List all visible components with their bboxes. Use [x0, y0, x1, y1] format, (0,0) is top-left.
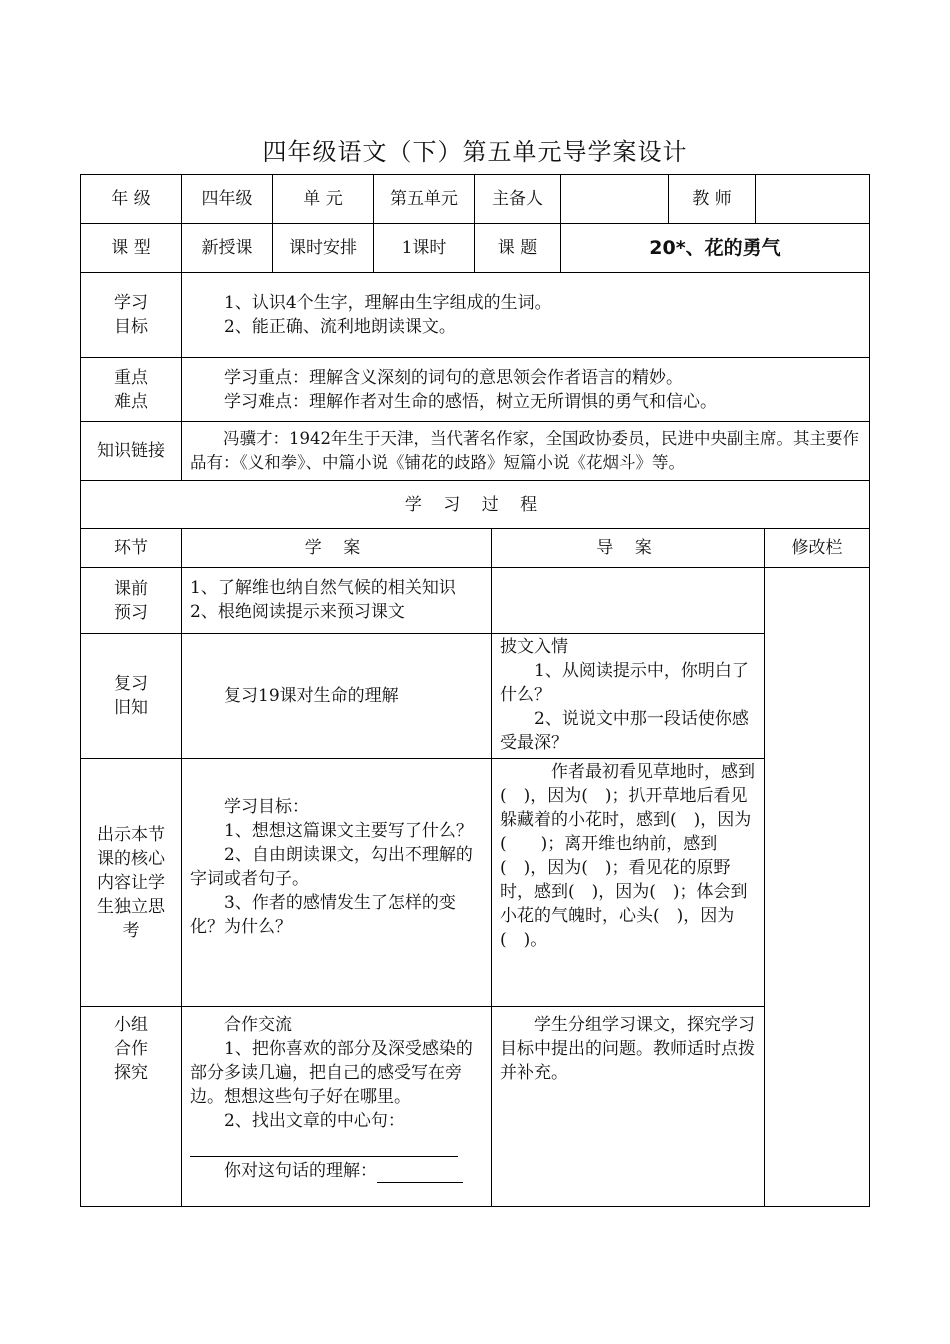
key-point: 学习重点：理解含义深刻的词句的意思领会作者语言的精妙。 — [224, 368, 683, 388]
topic-label: 课 题 — [474, 223, 561, 273]
preview-study — [181, 567, 492, 634]
group-study-title: 合作交流 — [224, 1015, 292, 1035]
key-points-label-line-2: 难点 — [114, 391, 148, 412]
grade-value: 四年级 — [181, 174, 273, 224]
goal-item-1: 1、认识4个生字，理解由生字组成的生词。 — [224, 293, 552, 313]
schedule-label: 课时安排 — [272, 223, 374, 273]
group-label — [80, 1006, 182, 1207]
review-study — [181, 633, 492, 759]
knowledge-label: 知识链接 — [80, 421, 182, 481]
type-value: 新授课 — [181, 223, 273, 273]
preparer-value[interactable] — [560, 174, 669, 224]
key-points-content — [181, 357, 870, 422]
review-label — [80, 633, 182, 759]
knowledge-text: 冯骥才：1942年生于天津，当代著名作家，全国政协委员，民进中央副主席。其主要作品有：《义和拳》、中篇小说《铺花的歧路》短篇小说《花烟斗》等。 — [190, 429, 859, 472]
core-label: 出示本节课的核心内容让学生独立思考 — [80, 758, 182, 1007]
group-study-item-3: 你对这句话的理解： — [224, 1161, 377, 1181]
group-study-item-1: 1、把你喜欢的部分及深受感染的部分多读几遍，把自己的感受写在旁边。想想这些句子好在哪里。 — [190, 1039, 473, 1107]
group-label-line-2: 合作 — [114, 1039, 148, 1059]
teacher-value[interactable] — [755, 174, 870, 224]
column-study: 学 案 — [181, 528, 492, 568]
preview-study-item-2: 2、根绝阅读提示来预习课文 — [190, 602, 405, 622]
review-guide-item-2: 2、说说文中那一段话使你感受最深？ — [500, 709, 749, 753]
preview-label-line-1: 课前 — [114, 578, 148, 599]
knowledge-content — [181, 421, 870, 481]
review-study-text: 复习19课对生命的理解 — [224, 686, 399, 706]
column-guide: 导 案 — [491, 528, 765, 568]
group-guide-text: 学生分组学习课文，探究学习目标中提出的问题。教师适时点拨并补充。 — [500, 1015, 755, 1083]
preparer-label: 主备人 — [474, 174, 561, 224]
group-label-line-3: 探究 — [114, 1063, 148, 1083]
difficult-point: 学习难点：理解作者对生命的感悟，树立无所谓惧的勇气和信心。 — [224, 392, 717, 412]
core-study-item-1: 1、想想这篇课文主要写了什么？ — [224, 821, 473, 841]
revision-area[interactable] — [764, 567, 870, 1207]
unit-label: 单 元 — [272, 174, 374, 224]
column-stage: 环节 — [80, 528, 182, 568]
preview-study-item-1: 1、了解维也纳自然气候的相关知识 — [190, 578, 456, 598]
goal-item-2: 2、能正确、流利地朗读课文。 — [224, 317, 456, 337]
group-label-line-1: 小组 — [114, 1015, 148, 1035]
goals-label — [80, 272, 182, 358]
column-revise: 修改栏 — [764, 528, 870, 568]
group-guide — [491, 1006, 765, 1207]
review-label-line-1: 复习 — [114, 674, 148, 694]
key-points-label — [80, 357, 182, 422]
type-label: 课 型 — [80, 223, 182, 273]
understanding-blank-2[interactable] — [190, 1192, 478, 1207]
process-heading: 学 习 过 程 — [80, 480, 870, 529]
unit-value: 第五单元 — [373, 174, 475, 224]
key-points-label-line-1: 重点 — [114, 367, 148, 388]
preview-label-line-2: 预习 — [114, 602, 148, 623]
teacher-label: 教 师 — [668, 174, 756, 224]
review-guide-title: 披文入情 — [500, 637, 568, 657]
core-study-title: 学习目标： — [224, 797, 309, 817]
goals-content — [181, 272, 870, 358]
core-guide-text: 作者最初看见草地时，感到( )，因为( )；扒开草地后看见躲藏着的小花时，感到( )，因为( )；离开维也纳前，感到( )，因为( )；看见花的原野时，感到( )，因为( )；体会到小花的气魄时，心头( )，因为( )。 — [500, 762, 755, 950]
center-sentence-blank[interactable] — [190, 1142, 458, 1157]
core-guide — [491, 758, 765, 1007]
core-study-item-3: 3、作者的感情发生了怎样的变化？为什么？ — [190, 893, 456, 937]
core-study-item-2: 2、自由朗读课文，勾出不理解的字词或者句子。 — [190, 845, 473, 889]
page-title: 四年级语文（下）第五单元导学案设计 — [262, 138, 688, 166]
review-label-line-2: 旧知 — [114, 698, 148, 718]
grade-label: 年 级 — [80, 174, 182, 224]
preview-label — [80, 567, 182, 634]
review-guide — [491, 633, 765, 759]
preview-guide — [491, 567, 765, 634]
understanding-blank-1[interactable] — [377, 1164, 463, 1183]
goals-label-line-2: 目标 — [114, 317, 148, 337]
review-guide-item-1: 1、从阅读提示中，你明白了什么？ — [500, 661, 749, 705]
group-study — [181, 1006, 492, 1207]
lesson-plan-table — [80, 174, 870, 1207]
core-study — [181, 758, 492, 1007]
group-study-item-2: 2、找出文章的中心句： — [224, 1111, 405, 1131]
topic-value: 20*、花的勇气 — [560, 223, 870, 273]
goals-label-line-1: 学习 — [114, 293, 148, 313]
schedule-value: 1课时 — [373, 223, 475, 273]
